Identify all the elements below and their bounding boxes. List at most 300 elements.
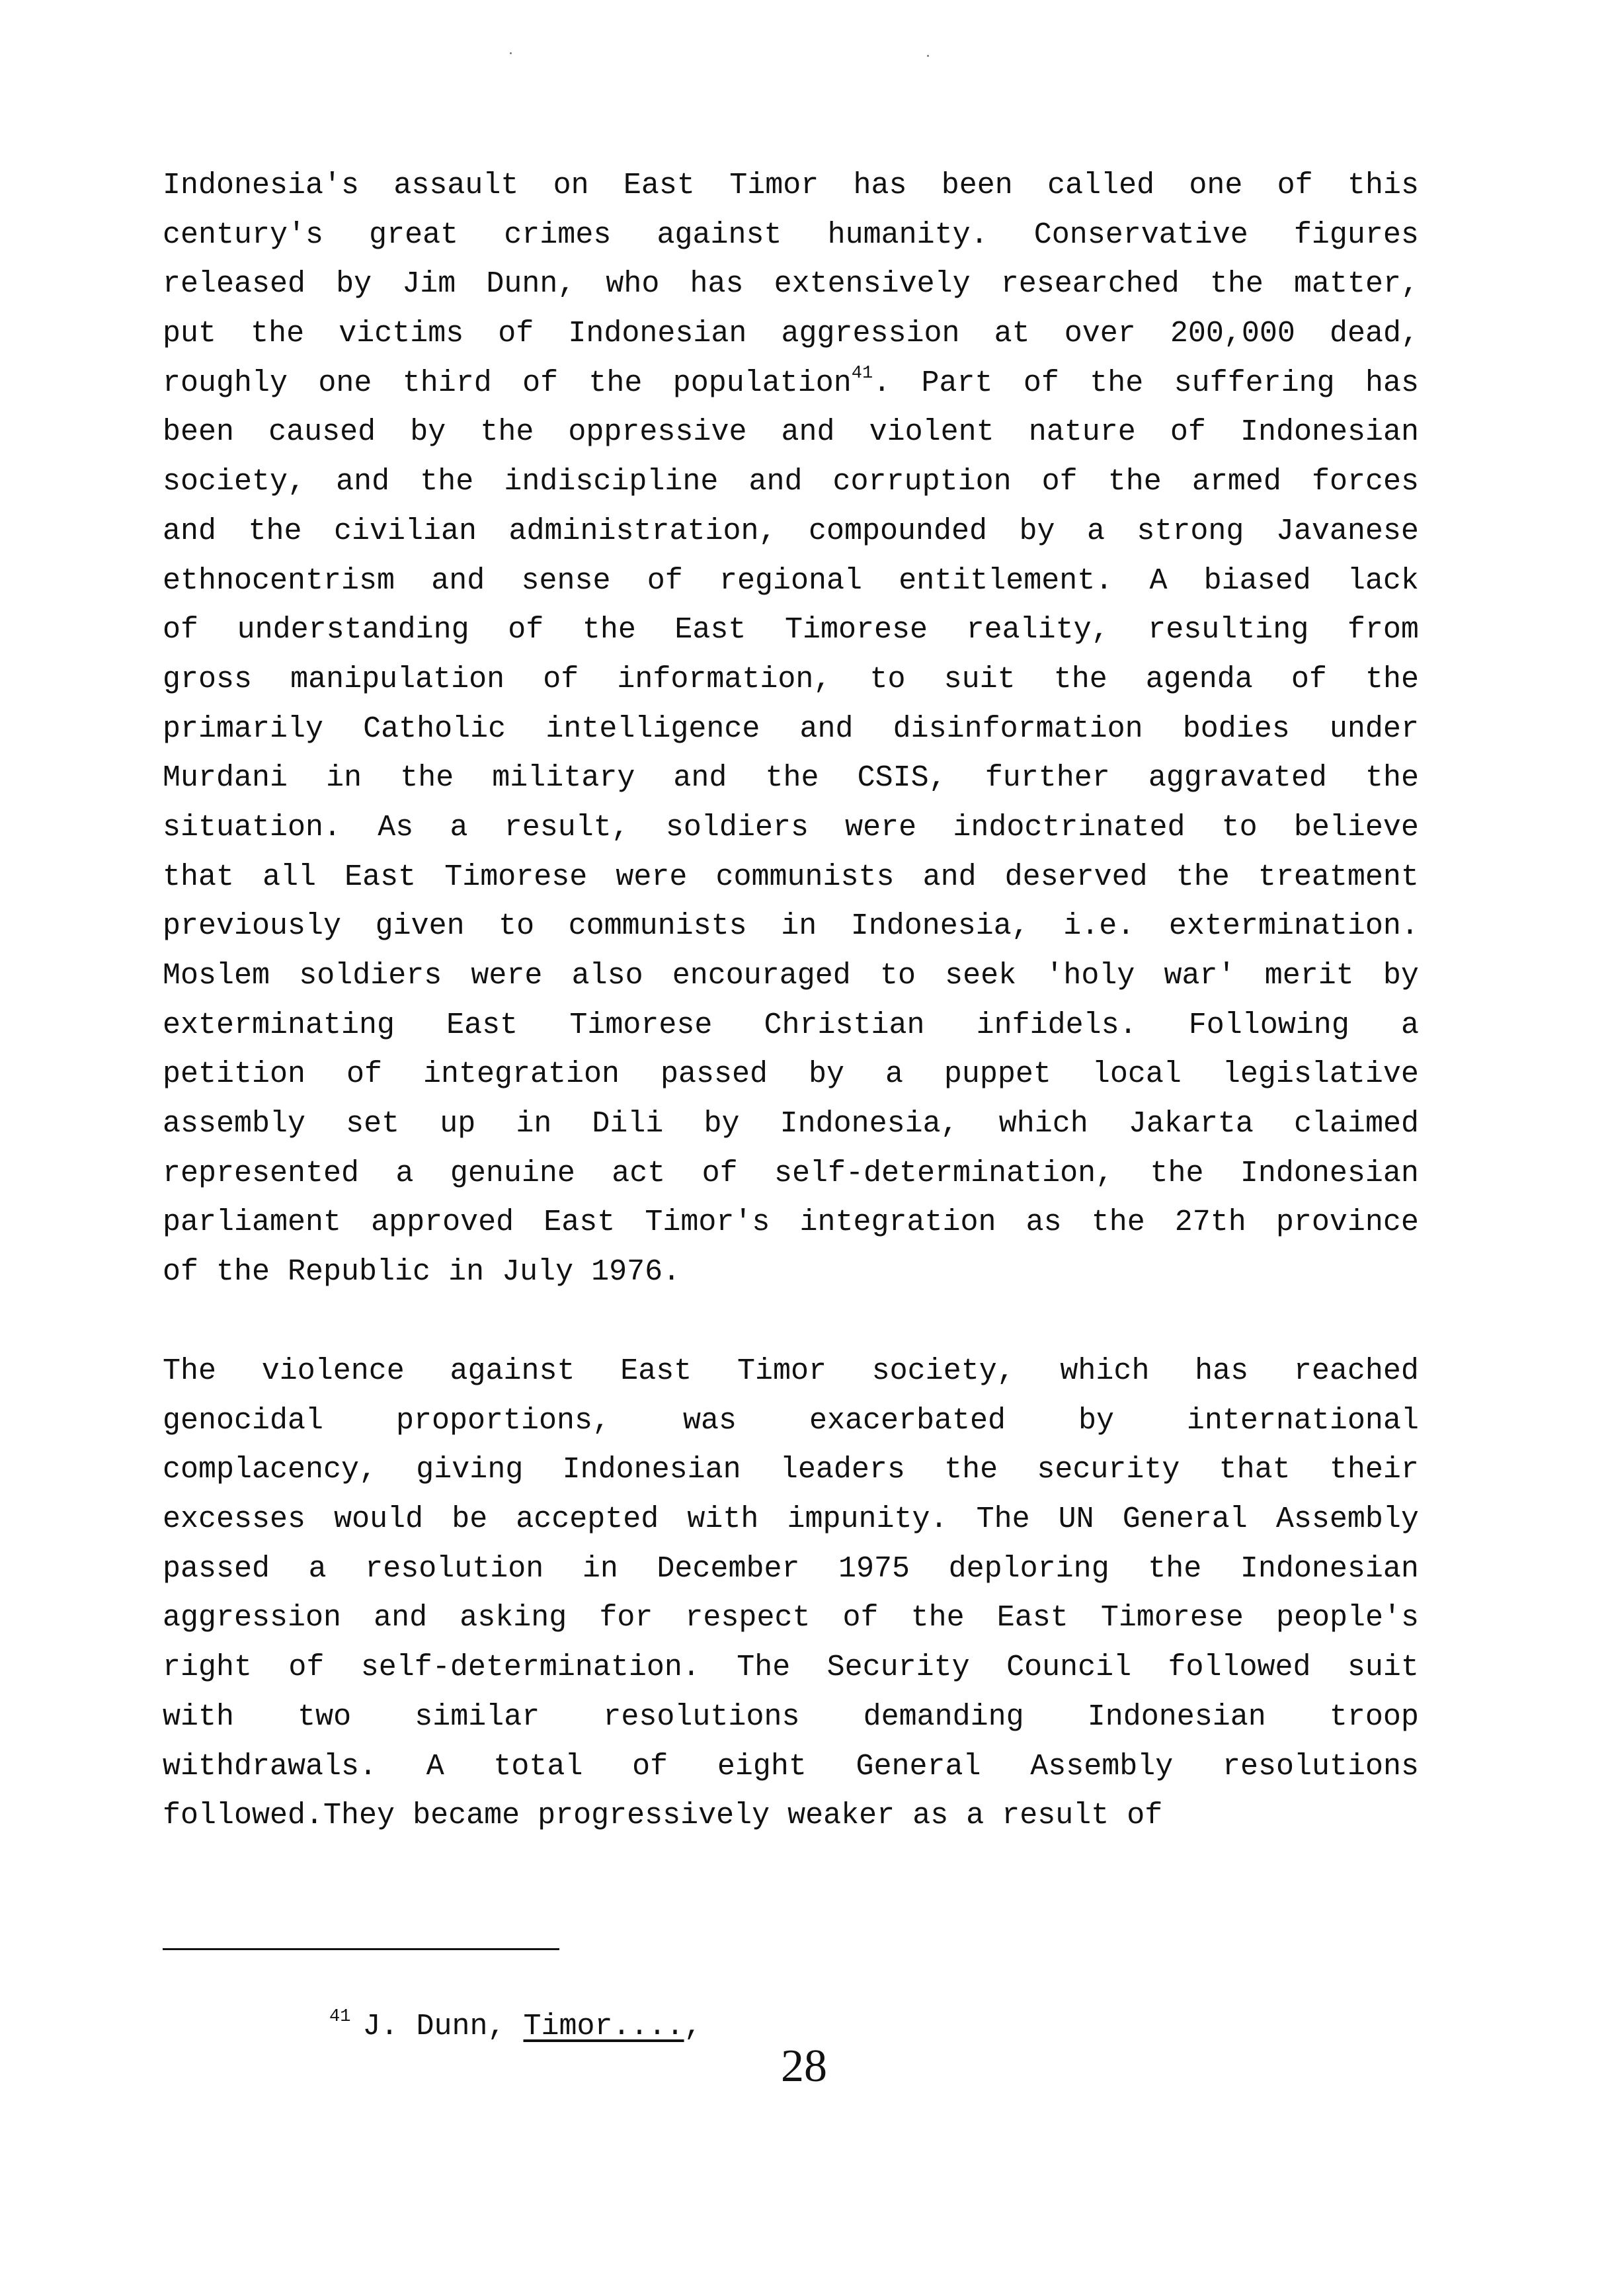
word: called xyxy=(1047,169,1155,202)
word: released xyxy=(163,267,306,302)
body-paragraph-1 xyxy=(163,161,1419,1297)
word: figures xyxy=(1293,218,1419,252)
word: the xyxy=(1209,267,1264,302)
word: civilian xyxy=(333,514,477,548)
word: aggression xyxy=(163,1601,342,1635)
word: armed xyxy=(1191,465,1281,499)
word: at xyxy=(994,317,1030,351)
word: one xyxy=(318,366,372,400)
word: Indonesia, xyxy=(850,909,1029,944)
word: assembly xyxy=(163,1107,306,1141)
word: Indonesian xyxy=(568,317,747,351)
word: Timorese xyxy=(785,613,928,647)
word: entitlement. xyxy=(899,563,1113,598)
word: century's xyxy=(163,218,324,252)
footnote-trailing: , xyxy=(684,2010,702,2043)
word: aggravated xyxy=(1148,761,1327,796)
word: assault xyxy=(393,169,519,202)
word: has xyxy=(853,169,907,202)
text-line xyxy=(163,705,1419,755)
word: right xyxy=(163,1651,253,1685)
word: a xyxy=(1400,1008,1419,1042)
text-line xyxy=(163,1001,1419,1051)
word: weaker xyxy=(787,1799,895,1833)
word: suit xyxy=(1347,1651,1419,1685)
word: Part xyxy=(921,366,993,400)
word: all xyxy=(262,860,317,894)
word: Jim xyxy=(402,267,456,302)
word: who xyxy=(606,267,660,302)
word: communists xyxy=(568,909,747,944)
word: of xyxy=(632,1749,668,1784)
text-line xyxy=(163,1643,1419,1693)
word: manipulation xyxy=(290,662,505,696)
word: a xyxy=(966,1799,985,1833)
word: their xyxy=(1329,1453,1419,1487)
scan-speck xyxy=(927,55,929,57)
word: the xyxy=(216,1255,270,1290)
word: of xyxy=(842,1601,879,1635)
word: a xyxy=(1086,514,1105,548)
text-line xyxy=(163,1495,1419,1545)
word: demanding xyxy=(863,1700,1024,1734)
word: The xyxy=(976,1502,1030,1537)
word: infidels. xyxy=(976,1008,1137,1042)
word: a xyxy=(395,1156,414,1190)
text-line xyxy=(163,754,1419,803)
word: Timor's xyxy=(645,1206,770,1240)
word: of xyxy=(647,563,683,598)
word: The xyxy=(163,1354,217,1388)
word: 27th xyxy=(1174,1206,1246,1240)
word: passed xyxy=(163,1551,270,1586)
body-paragraph-2 xyxy=(163,1347,1419,1841)
word: to xyxy=(1221,810,1258,844)
word: international xyxy=(1186,1403,1419,1438)
text-line xyxy=(163,161,1419,211)
word: up xyxy=(440,1107,476,1141)
word: from xyxy=(1347,613,1419,647)
word: by xyxy=(808,1057,844,1092)
word: genuine xyxy=(450,1156,575,1190)
word: and xyxy=(748,465,803,499)
word: were xyxy=(845,810,917,844)
word: accepted xyxy=(516,1502,659,1537)
page-number: 28 xyxy=(781,2041,827,2092)
word: of xyxy=(498,317,534,351)
text-line xyxy=(163,408,1419,458)
text-line xyxy=(163,458,1419,507)
word: indiscipline xyxy=(504,465,719,499)
word: i.e. xyxy=(1063,909,1135,944)
word: forces xyxy=(1311,465,1419,499)
word: to xyxy=(869,662,906,696)
word: dead, xyxy=(1329,317,1419,351)
word: parliament xyxy=(163,1206,342,1240)
word: Christian xyxy=(764,1008,925,1042)
word: petition xyxy=(163,1057,306,1092)
word: the xyxy=(1176,860,1230,894)
word: merit xyxy=(1264,959,1354,993)
word: the xyxy=(248,514,302,548)
word: claimed xyxy=(1293,1107,1419,1141)
word: administration, xyxy=(508,514,777,548)
word: of xyxy=(1170,415,1206,450)
word: followed.They xyxy=(163,1799,395,1833)
word: extensively xyxy=(774,267,971,302)
word: the xyxy=(582,613,636,647)
word: society, xyxy=(163,465,306,499)
word: of xyxy=(1023,366,1059,400)
text-line xyxy=(163,1693,1419,1742)
word: extermination. xyxy=(1168,909,1419,944)
word: security xyxy=(1037,1453,1180,1487)
word: to xyxy=(879,959,916,993)
word: province xyxy=(1275,1206,1419,1240)
word: with xyxy=(163,1700,235,1734)
word: the xyxy=(1107,465,1162,499)
text-line xyxy=(163,1446,1419,1495)
word: deserved xyxy=(1004,860,1148,894)
word: in xyxy=(781,909,817,944)
footnote-separator xyxy=(163,1948,559,1950)
text-line xyxy=(163,1545,1419,1594)
word: biased xyxy=(1203,563,1311,598)
word: self-determination, xyxy=(774,1156,1114,1190)
word: asking xyxy=(460,1601,567,1635)
word: which xyxy=(1060,1354,1150,1388)
word: aggression xyxy=(781,317,960,351)
text-line xyxy=(163,655,1419,705)
word: East xyxy=(620,1354,692,1388)
word: self-determination. xyxy=(360,1651,700,1685)
word: violence xyxy=(261,1354,405,1388)
text-line xyxy=(163,1594,1419,1643)
word: Indonesian xyxy=(1087,1700,1266,1734)
word: 'holy xyxy=(1045,959,1135,993)
word: reality, xyxy=(966,613,1109,647)
text-line xyxy=(163,1198,1419,1248)
word: as xyxy=(1025,1206,1062,1240)
word: victims xyxy=(339,317,464,351)
word: passed xyxy=(660,1057,768,1092)
text-line xyxy=(163,853,1419,903)
word: General xyxy=(1122,1502,1248,1537)
word: Indonesian xyxy=(1240,415,1419,450)
word: one xyxy=(1189,169,1243,202)
word: Moslem xyxy=(163,959,270,993)
word: situation. xyxy=(163,810,342,844)
word: Javanese xyxy=(1275,514,1419,548)
word: soldiers xyxy=(299,959,442,993)
word: the xyxy=(588,366,643,400)
word: matter, xyxy=(1293,267,1419,302)
word: eight xyxy=(717,1749,807,1784)
word: Timor xyxy=(729,169,819,202)
word: has xyxy=(1365,366,1419,400)
word: the xyxy=(480,415,534,450)
word: the xyxy=(400,761,454,796)
word: previously xyxy=(163,909,342,944)
word: Assembly xyxy=(1030,1749,1174,1784)
text-line xyxy=(163,1397,1419,1446)
word: with xyxy=(687,1502,759,1537)
word: the xyxy=(1053,662,1107,696)
word: the xyxy=(420,465,474,499)
word: information, xyxy=(617,662,832,696)
word: CSIS, xyxy=(857,761,947,796)
word: bodies xyxy=(1182,712,1290,746)
word: caused xyxy=(268,415,376,450)
word: the xyxy=(1090,366,1144,400)
word: December xyxy=(657,1551,800,1586)
word: exacerbated xyxy=(809,1403,1006,1438)
word: and xyxy=(431,563,485,598)
word: July xyxy=(502,1255,574,1290)
word: to xyxy=(499,909,535,944)
word: great xyxy=(369,218,459,252)
word: oppressive xyxy=(568,415,747,450)
word: put xyxy=(163,317,217,351)
word: has xyxy=(690,267,744,302)
word: over xyxy=(1064,317,1136,351)
word: communists xyxy=(715,860,895,894)
word: regional xyxy=(719,563,862,598)
word: military xyxy=(492,761,635,796)
word: society, xyxy=(871,1354,1015,1388)
word: proportions, xyxy=(395,1403,611,1438)
word: researched xyxy=(1000,267,1180,302)
word: set xyxy=(346,1107,400,1141)
word: East xyxy=(623,169,695,202)
word: integration xyxy=(799,1206,996,1240)
word: withdrawals. xyxy=(163,1749,378,1784)
text-line xyxy=(163,507,1419,557)
word: that xyxy=(1219,1453,1291,1487)
word: total xyxy=(493,1749,583,1784)
word: and xyxy=(673,761,727,796)
word: in xyxy=(448,1255,485,1290)
text-line xyxy=(163,309,1419,359)
word: Indonesia's xyxy=(163,169,360,202)
word: against xyxy=(657,218,782,252)
word: on xyxy=(553,169,589,202)
word: third xyxy=(402,366,492,400)
word: would xyxy=(334,1502,424,1537)
word: been xyxy=(941,169,1013,202)
word: suit xyxy=(944,662,1016,696)
word: Conservative xyxy=(1033,218,1248,252)
word: agenda xyxy=(1145,662,1253,696)
word: lack xyxy=(1347,563,1419,598)
word: Timorese xyxy=(1100,1601,1244,1635)
word: strong xyxy=(1137,514,1244,548)
text-line xyxy=(163,557,1419,606)
word: East xyxy=(543,1206,616,1240)
word: 1976. xyxy=(591,1255,681,1290)
word: seek xyxy=(945,959,1017,993)
word: was xyxy=(682,1403,737,1438)
word: legislative xyxy=(1222,1057,1419,1092)
word: by xyxy=(1078,1403,1114,1438)
word: Indonesia, xyxy=(780,1107,959,1141)
word: also xyxy=(571,959,643,993)
word: of xyxy=(288,1651,325,1685)
word: Timorese xyxy=(569,1008,713,1042)
word: a xyxy=(450,810,468,844)
word: a xyxy=(885,1057,903,1092)
word: Murdani xyxy=(163,761,288,796)
word: of xyxy=(1277,169,1313,202)
footnote-author: J. Dunn, xyxy=(362,2010,506,2043)
word: Dunn, xyxy=(486,267,576,302)
footnote-number: 41 xyxy=(329,2007,351,2027)
word: the xyxy=(1148,1551,1202,1586)
word: be xyxy=(452,1502,488,1537)
word: Security xyxy=(826,1651,970,1685)
word: the xyxy=(1365,761,1419,796)
word: believe xyxy=(1293,810,1419,844)
word: impunity. xyxy=(787,1502,948,1537)
text-line xyxy=(163,1248,1419,1297)
word: by xyxy=(704,1107,740,1141)
text-line xyxy=(163,211,1419,261)
footnote-reference: 41 xyxy=(851,363,873,384)
word: the xyxy=(765,761,819,796)
word: East xyxy=(996,1601,1068,1635)
word: the xyxy=(1150,1156,1204,1190)
text-line xyxy=(163,803,1419,853)
word: intelligence xyxy=(545,712,760,746)
word: of xyxy=(508,613,544,647)
word: result xyxy=(1002,1799,1109,1833)
word: complacency, xyxy=(163,1453,378,1487)
word: which xyxy=(998,1107,1088,1141)
word: under xyxy=(1329,712,1419,746)
word: Republic xyxy=(288,1255,431,1290)
word: disinformation xyxy=(893,712,1143,746)
word: were xyxy=(471,959,543,993)
word: of xyxy=(1041,465,1078,499)
word: Timorese xyxy=(444,860,588,894)
word: followed xyxy=(1168,1651,1311,1685)
text-line xyxy=(163,359,1419,409)
word: resolution xyxy=(365,1551,544,1586)
word: were xyxy=(616,860,688,894)
word: resolutions xyxy=(603,1700,800,1734)
word: as xyxy=(912,1799,949,1833)
word: integration xyxy=(422,1057,620,1092)
word: this xyxy=(1347,169,1419,202)
word: excesses xyxy=(163,1502,306,1537)
word: the xyxy=(1091,1206,1145,1240)
word: Indonesian xyxy=(562,1453,741,1487)
word: of xyxy=(163,1255,199,1290)
word: As xyxy=(378,810,414,844)
word: 200,000 xyxy=(1170,317,1295,351)
word: and xyxy=(374,1601,428,1635)
word: East xyxy=(674,613,746,647)
word: of xyxy=(702,1156,738,1190)
word: A xyxy=(426,1749,444,1784)
word: understanding xyxy=(237,613,469,647)
word: suffering xyxy=(1174,366,1335,400)
word: for xyxy=(599,1601,653,1635)
word: Following xyxy=(1188,1008,1349,1042)
word: and xyxy=(922,860,977,894)
word: further xyxy=(985,761,1110,796)
word: Dili xyxy=(592,1107,664,1141)
word: soldiers xyxy=(665,810,809,844)
word: compounded xyxy=(808,514,988,548)
scan-speck xyxy=(510,52,512,54)
word: genocidal xyxy=(163,1403,324,1438)
word: humanity. xyxy=(827,218,988,252)
text-line xyxy=(163,1149,1419,1199)
word: Timor xyxy=(737,1354,826,1388)
word: respect xyxy=(685,1601,811,1635)
word: people's xyxy=(1275,1601,1419,1635)
word: in xyxy=(326,761,362,796)
word: leaders xyxy=(780,1453,905,1487)
word: the xyxy=(1365,662,1419,696)
text-line xyxy=(163,1347,1419,1397)
word: corruption xyxy=(832,465,1012,499)
text-line xyxy=(163,606,1419,655)
text-line xyxy=(163,1100,1419,1149)
word: has xyxy=(1195,1354,1249,1388)
word: Assembly xyxy=(1275,1502,1419,1537)
word: gross xyxy=(163,662,253,696)
word: ethnocentrism xyxy=(163,563,395,598)
word: crimes xyxy=(504,218,612,252)
text-line xyxy=(163,260,1419,309)
word: resolutions xyxy=(1222,1749,1419,1784)
word: East xyxy=(344,860,417,894)
text-line xyxy=(163,902,1419,952)
text-line xyxy=(163,1742,1419,1792)
word: and xyxy=(781,415,835,450)
word: and xyxy=(336,465,390,499)
word: and xyxy=(163,514,217,548)
word: similar xyxy=(415,1700,540,1734)
word: A xyxy=(1149,563,1168,598)
word: by xyxy=(1383,959,1419,993)
word: Indonesian xyxy=(1240,1156,1419,1190)
word: indoctrinated xyxy=(953,810,1186,844)
word: primarily xyxy=(163,712,324,746)
word: a xyxy=(308,1551,327,1586)
word: of xyxy=(346,1057,383,1092)
word: of xyxy=(1127,1799,1163,1833)
footnote-title: Timor.... xyxy=(523,2010,684,2043)
text-line xyxy=(163,952,1419,1001)
word: result, xyxy=(504,810,629,844)
word: in xyxy=(516,1107,552,1141)
word: the xyxy=(910,1601,965,1635)
word: war' xyxy=(1164,959,1236,993)
word: sense xyxy=(521,563,611,598)
word: local xyxy=(1092,1057,1182,1092)
word: became xyxy=(413,1799,520,1833)
word: giving xyxy=(416,1453,524,1487)
word: The xyxy=(737,1651,791,1685)
word: the xyxy=(251,317,305,351)
word: roughly xyxy=(163,366,288,400)
word: of xyxy=(1291,662,1327,696)
word: troop xyxy=(1329,1700,1419,1734)
word: in xyxy=(582,1551,618,1586)
